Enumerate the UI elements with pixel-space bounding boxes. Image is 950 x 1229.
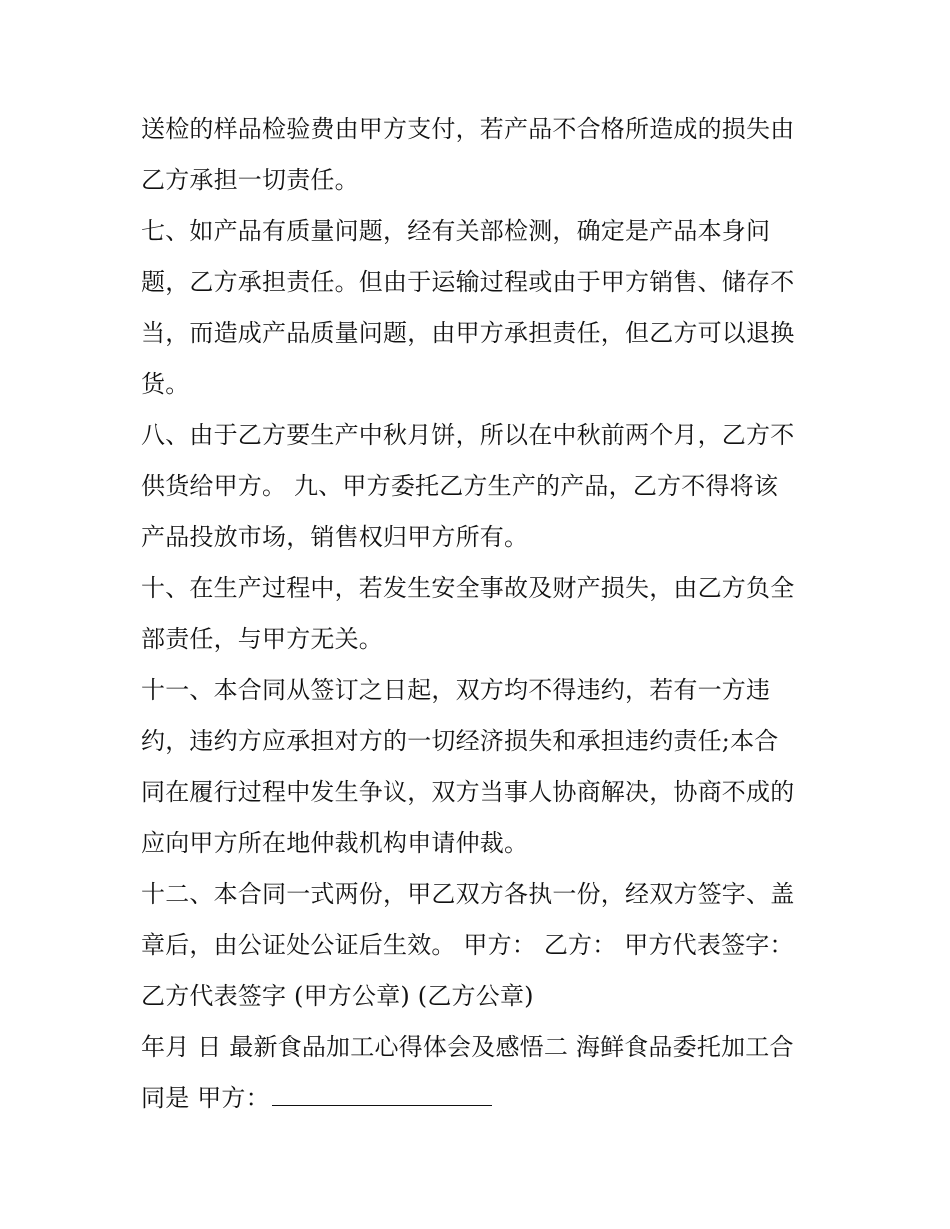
- text-line: 货。: [141, 370, 190, 398]
- party-a-label: 同是 甲方：: [141, 1084, 270, 1112]
- text-line: 十二、本合同一式两份，甲乙双方各执一份，经双方签字、盖: [141, 880, 795, 908]
- text-line: 十一、本合同从签订之日起，双方均不得违约，若有一方违: [141, 676, 771, 704]
- last-line: [141, 1073, 821, 1124]
- text-line: 七、如产品有质量问题，经有关部检测，确定是产品本身问: [141, 217, 771, 245]
- text-line: 产品投放市场，销售权归甲方所有。: [141, 523, 529, 551]
- text-line: 部责任，与甲方无关。: [141, 625, 383, 653]
- text-line: 送检的样品检验费由甲方支付，若产品不合格所造成的损失由: [141, 115, 795, 143]
- text-line: 题，乙方承担责任。但由于运输过程或由于甲方销售、储存不: [141, 268, 795, 296]
- text-line: 应向甲方所在地仲裁机构申请仲裁。: [141, 829, 529, 857]
- text-line: 同在履行过程中发生争议，双方当事人协商解决，协商不成的: [141, 778, 795, 806]
- contract-body-text: [141, 104, 821, 1124]
- text-line: 当，而造成产品质量问题，由甲方承担责任，但乙方可以退换: [141, 319, 795, 347]
- text-line: 乙方承担一切责任。: [141, 166, 359, 194]
- text-line: 年月 日 最新食品加工心得体会及感悟二 海鲜食品委托加工合: [141, 1033, 794, 1061]
- text-line: 章后，由公证处公证后生效。 甲方： 乙方： 甲方代表签字：: [141, 931, 794, 959]
- text-line: 乙方代表签字 (甲方公章) (乙方公章): [141, 982, 534, 1010]
- text-line: 十、在生产过程中，若发生安全事故及财产损失，由乙方负全: [141, 574, 795, 602]
- text-line: 约，违约方应承担对方的一切经济损失和承担违约责任;本合: [141, 727, 779, 755]
- text-line: 八、由于乙方要生产中秋月饼，所以在中秋前两个月，乙方不: [141, 421, 795, 449]
- party-a-blank-underline: [272, 1079, 492, 1106]
- text-line: 供货给甲方。 九、甲方委托乙方生产的产品，乙方不得将该: [141, 472, 779, 500]
